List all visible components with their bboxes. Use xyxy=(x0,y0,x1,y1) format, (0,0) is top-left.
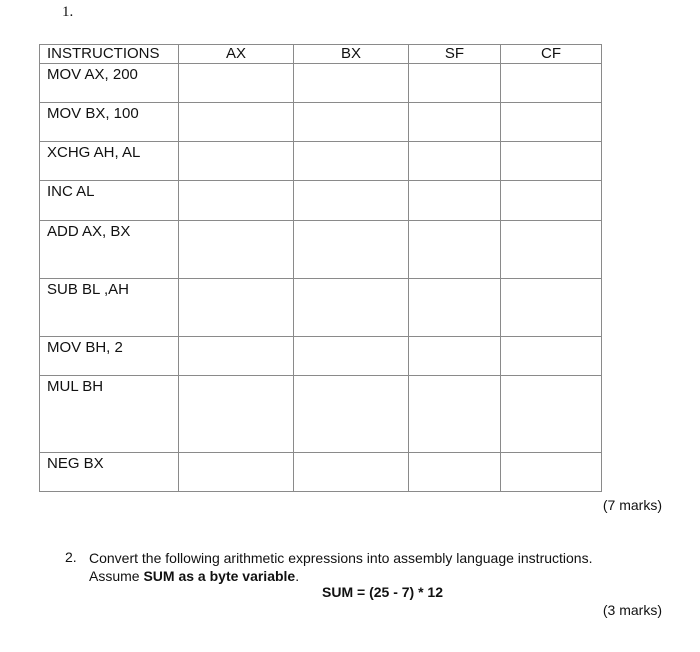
instruction-cell: MOV BX, 100 xyxy=(40,103,179,142)
bx-answer-cell[interactable] xyxy=(294,279,409,337)
header-bx: BX xyxy=(294,45,409,64)
cf-answer-cell[interactable] xyxy=(501,376,602,453)
ax-answer-cell[interactable] xyxy=(179,376,294,453)
sf-answer-cell[interactable] xyxy=(409,221,501,279)
table-row xyxy=(40,64,602,103)
cf-answer-cell[interactable] xyxy=(501,103,602,142)
cf-answer-cell[interactable] xyxy=(501,64,602,103)
question-1-number: 1. xyxy=(62,4,74,20)
question-2-line-1: Convert the following arithmetic expressions into assembly language instructions. xyxy=(89,550,593,566)
question-2-period: . xyxy=(295,568,300,584)
header-cf: CF xyxy=(501,45,602,64)
bx-answer-cell[interactable] xyxy=(294,103,409,142)
sf-answer-cell[interactable] xyxy=(409,376,501,453)
ax-answer-cell[interactable] xyxy=(179,279,294,337)
ax-answer-cell[interactable] xyxy=(179,103,294,142)
bx-answer-cell[interactable] xyxy=(294,181,409,221)
instruction-cell: MUL BH xyxy=(40,376,179,453)
instruction-cell: SUB BL ,AH xyxy=(40,279,179,337)
instruction-cell: INC AL xyxy=(40,181,179,221)
instruction-cell: XCHG AH, AL xyxy=(40,142,179,181)
cf-answer-cell[interactable] xyxy=(501,142,602,181)
ax-answer-cell[interactable] xyxy=(179,181,294,221)
table-row xyxy=(40,453,602,492)
instruction-cell: MOV BH, 2 xyxy=(40,337,179,376)
ax-answer-cell[interactable] xyxy=(179,221,294,279)
question-2-text xyxy=(89,549,669,585)
table-row xyxy=(40,337,602,376)
question-1-marks: (7 marks) xyxy=(602,497,662,513)
bx-answer-cell[interactable] xyxy=(294,453,409,492)
table-header-row xyxy=(40,45,602,64)
question-2-number: 2. xyxy=(65,549,77,565)
bx-answer-cell[interactable] xyxy=(294,376,409,453)
header-sf: SF xyxy=(409,45,501,64)
sf-answer-cell[interactable] xyxy=(409,64,501,103)
table-row xyxy=(40,221,602,279)
instruction-cell: MOV AX, 200 xyxy=(40,64,179,103)
header-instructions: INSTRUCTIONS xyxy=(40,45,179,64)
ax-answer-cell[interactable] xyxy=(179,337,294,376)
sf-answer-cell[interactable] xyxy=(409,337,501,376)
sf-answer-cell[interactable] xyxy=(409,279,501,337)
bx-answer-cell[interactable] xyxy=(294,337,409,376)
cf-answer-cell[interactable] xyxy=(501,181,602,221)
sf-answer-cell[interactable] xyxy=(409,103,501,142)
bx-answer-cell[interactable] xyxy=(294,64,409,103)
question-2-bold-text: SUM as a byte variable xyxy=(143,568,296,584)
instruction-cell: NEG BX xyxy=(40,453,179,492)
table-row xyxy=(40,376,602,453)
question-2-marks: (3 marks) xyxy=(602,602,662,618)
cf-answer-cell[interactable] xyxy=(501,221,602,279)
ax-answer-cell[interactable] xyxy=(179,453,294,492)
question-2-assume: Assume xyxy=(89,568,144,584)
table-row xyxy=(40,279,602,337)
cf-answer-cell[interactable] xyxy=(501,453,602,492)
table-row xyxy=(40,103,602,142)
sf-answer-cell[interactable] xyxy=(409,453,501,492)
cf-answer-cell[interactable] xyxy=(501,279,602,337)
question-2-formula: SUM = (25 - 7) * 12 xyxy=(322,584,443,600)
bx-answer-cell[interactable] xyxy=(294,142,409,181)
cf-answer-cell[interactable] xyxy=(501,337,602,376)
instruction-table xyxy=(39,44,602,492)
bx-answer-cell[interactable] xyxy=(294,221,409,279)
ax-answer-cell[interactable] xyxy=(179,64,294,103)
table-row xyxy=(40,142,602,181)
table-row xyxy=(40,181,602,221)
instruction-cell: ADD AX, BX xyxy=(40,221,179,279)
ax-answer-cell[interactable] xyxy=(179,142,294,181)
sf-answer-cell[interactable] xyxy=(409,142,501,181)
sf-answer-cell[interactable] xyxy=(409,181,501,221)
header-ax: AX xyxy=(179,45,294,64)
